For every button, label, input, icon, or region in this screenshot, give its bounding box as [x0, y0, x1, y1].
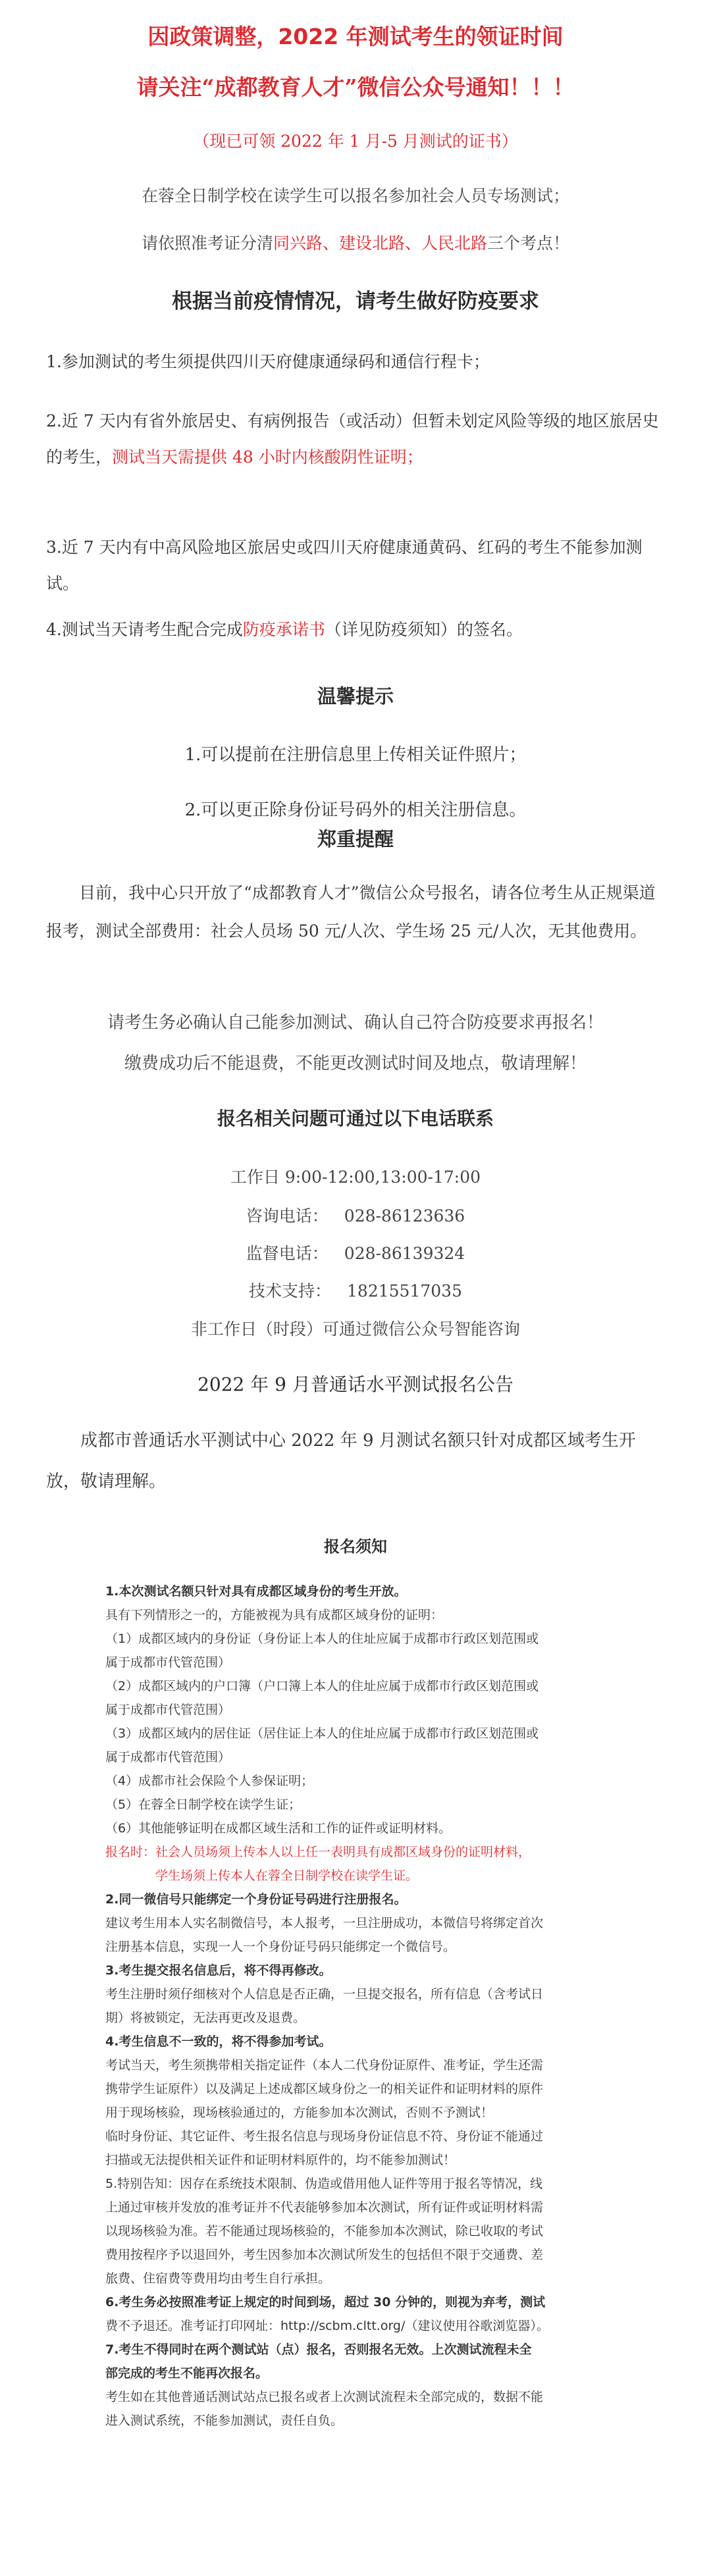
rules-line: （3）成都区域内的居住证（居住证上本人的住址应属于成都市行政区划范围或	[105, 1726, 539, 1741]
rules-line: （5）在蓉全日制学校在读学生证；	[105, 1797, 302, 1812]
rules-line: 旅费、住宿费等费用均由考生自行承担。	[105, 2271, 331, 2286]
rules-line: （1）成都区域内的身份证（身份证上本人的住址应属于成都市行政区划范围或	[105, 1632, 539, 1646]
rules-line: 属于成都市代管范围）	[105, 1703, 231, 1717]
rules-line: 具有下列情形之一的，方能被视为具有成都区域身份的证明：	[105, 1608, 444, 1622]
rules-line: 临时身份证、其它证件、考生报名信息与现场身份证信息不符、身份证不能通过	[105, 2129, 544, 2144]
notice-title: 郑重提醒	[317, 828, 394, 850]
rules-line: 4.考生信息不一致的，将不得参加考试。	[105, 2034, 332, 2049]
rules-line: 5.特别告知：因存在系统技术限制、伪造或借用他人证件等用于报名等情况，线	[105, 2177, 543, 2191]
rules-line: 属于成都市代管范围）	[105, 1750, 231, 1765]
rules-line: 部完成的考生不能再次报名。	[105, 2366, 269, 2381]
rules-line: 注册基本信息，实现一人一个身份证号码只能绑定一个微信号。	[105, 1940, 456, 1954]
rules-line: 报名时：社会人员场须上传本人以上任一表明具有成都区域身份的证明材料，	[105, 1845, 531, 1859]
tips-item-1: 1.可以提前在注册信息里上传相关证件照片；	[184, 745, 527, 765]
intro-line-1: 在蓉全日制学校在读学生可以报名参加社会人员专场测试；	[141, 186, 569, 205]
tips-title: 温馨提示	[317, 685, 394, 708]
intro-line-2	[0, 230, 711, 254]
epidemic-item-1: 1.参加测试的考生须提供四川天府健康通绿码和通信行程卡；	[46, 352, 490, 371]
rules-line: 2.同一微信号只能绑定一个身份证号码进行注册报名。	[105, 1892, 407, 1907]
header-line-1	[0, 20, 711, 51]
announcement-body: 成都市普通话水平测试中心 2022 年 9 月测试名额只针对成都区域考生开放，敬请理解。	[46, 1431, 636, 1491]
rules-line: （2）成都区域内的户口簿（户口簿上本人的住址应属于成都市行政区划范围或	[105, 1679, 539, 1693]
announcement-title: 2022 年 9 月普通话水平测试报名公告	[198, 1374, 514, 1395]
epidemic-item-4-text-a: 4.测试当天请考生配合完成	[46, 620, 243, 639]
rules-line: 上通过审核并发放的准考证并不代表能够参加本次测试，所有证件或证明材料需	[105, 2200, 544, 2215]
header-line-1-part-a: 因政策调整，	[147, 24, 278, 49]
rules-line: 考生如在其他普通话测试站点已报名或者上次测试流程未全部完成的，数据不能	[105, 2390, 544, 2404]
epidemic-item-2	[46, 403, 665, 475]
consult-phone-row	[0, 1203, 711, 1227]
rules-line: 扫描或无法提供相关证件和证明材料原件的，均不能参加测试！	[105, 2153, 456, 2167]
tech-support-number[interactable]: 18215517035	[347, 1281, 462, 1301]
tech-support-label: 技术支持：	[249, 1281, 332, 1301]
rules-line: 7.考生不得同时在两个测试站（点）报名，否则报名无效。上次测试流程未全	[105, 2342, 532, 2357]
header-line-1-year: 2022	[278, 24, 339, 49]
rules-line: 以现场核验为准。若不能通过现场核验的，不能参加本次测试，除已收取的考试	[105, 2224, 544, 2238]
rules-line: 属于成都市代管范围）	[105, 1655, 231, 1670]
offhours-consult: 非工作日（时段）可通过微信公众号智能咨询	[190, 1320, 520, 1339]
rules-line: 费不予退还。准考证打印网址：http://scbm.cltt.org/（建议使用谷歌浏览器）。	[105, 2319, 549, 2333]
rules-line: 建议考生用本人实名制微信号，本人报考，一旦注册成功，本微信号将绑定首次	[105, 1916, 544, 1930]
consult-phone-number[interactable]: 028-86123636	[344, 1206, 465, 1225]
header-line-2: 请关注“成都教育人才”微信公众号通知！！！	[136, 74, 575, 100]
epidemic-item-2-text: 2.近 7 天内有省外旅居史、有病例报告（或活动）但暂未划定风险等级的地区旅居史的考生，	[46, 411, 659, 467]
work-hours: 工作日 9:00-12:00,13:00-17:00	[230, 1168, 481, 1187]
notice-warning-1: 请考生务必确认自己能参加测试、确认自己符合防疫要求再报名！	[107, 1013, 604, 1033]
header-line-1-part-c: 年测试考生的领证时间	[338, 24, 564, 49]
rules-line: 携带学生证原件）以及满足上述成都区域身份之一的相关证件和证明材料的原件	[105, 2082, 544, 2096]
rules-line: （6）其他能够证明在成都区域生活和工作的证件或证明材料。	[105, 1821, 452, 1836]
epidemic-pledge: 防疫承诺书	[242, 620, 325, 639]
rules-line: 考试当天，考生须携带相关指定证件（本人二代身份证原件、准考证，学生还需	[105, 2058, 544, 2073]
rules-line: 3.考生提交报名信息后，将不得再修改。	[105, 1963, 332, 1978]
rules-line: （4）成都市社会保险个人参保证明；	[105, 1774, 314, 1788]
notice-warning-2: 缴费成功后不能退费，不能更改测试时间及地点，敬请理解！	[124, 1054, 587, 1073]
epidemic-item-4-text-c: （详见防疫须知）的签名。	[325, 620, 523, 639]
exam-sites: 同兴路、建设北路、人民北路	[273, 234, 487, 253]
rules-line: 期）将被锁定，无法再更改及退费。	[105, 2011, 306, 2025]
rules-line: 费用按程序予以退回外，考生因参加本次测试所发生的包括但不限于交通费、差	[105, 2248, 544, 2262]
epidemic-item-3: 3.近 7 天内有中高风险地区旅居史或四川天府健康通黄码、红码的考生不能参加测试。	[46, 538, 643, 593]
rules-line: 6.考生务必按照准考证上规定的时间到场，超过 30 分钟的，则视为弃考，测试	[105, 2295, 546, 2309]
nucleic-acid-requirement: 测试当天需提供 48 小时内核酸阴性证明；	[112, 448, 423, 467]
rules-line: 用于现场核验，现场核验通过的，方能参加本次测试，否则不予测试！	[105, 2105, 494, 2120]
rules-line: 进入测试系统，不能参加测试，责任自负。	[105, 2413, 344, 2428]
intro-line-2-part-c: 三个考点！	[487, 234, 570, 253]
rules-title: 报名须知	[324, 1537, 387, 1556]
tips-item-2: 2.可以更正除身份证号码外的相关注册信息。	[184, 800, 527, 820]
consult-phone-label: 咨询电话：	[246, 1206, 329, 1225]
notice-body: 目前，我中心只开放了“成都教育人才”微信公众号报名，请各位考生从正规渠道报考，测试全部费用：社会人员场 50 元/人次、学生场 25 元/人次，无其他费用。	[46, 883, 656, 940]
rules-list	[105, 1580, 606, 2433]
header-line-3: （现已可领 2022 年 1 月-5 月测试的证书）	[193, 132, 518, 151]
rules-line: 考生注册时须仔细核对个人信息是否正确，一旦提交报名，所有信息（含考试日	[105, 1987, 544, 2001]
rules-line: 1.本次测试名额只针对具有成都区域身份的考生开放。	[105, 1584, 407, 1599]
contact-title: 报名相关问题可通过以下电话联系	[217, 1108, 494, 1129]
intro-line-2-part-a: 请依照准考证分清	[141, 234, 273, 253]
tech-phone-row	[0, 1278, 711, 1302]
supervise-phone-number[interactable]: 028-86139324	[344, 1244, 465, 1263]
supervise-phone-row	[0, 1241, 711, 1264]
epidemic-item-4	[46, 617, 665, 640]
supervise-phone-label: 监督电话：	[246, 1244, 329, 1263]
epidemic-title: 根据当前疫情情况，请考生做好防疫要求	[172, 290, 539, 313]
rules-line: 学生场须上传本人在蓉全日制学校在读学生证。	[105, 1868, 419, 1883]
